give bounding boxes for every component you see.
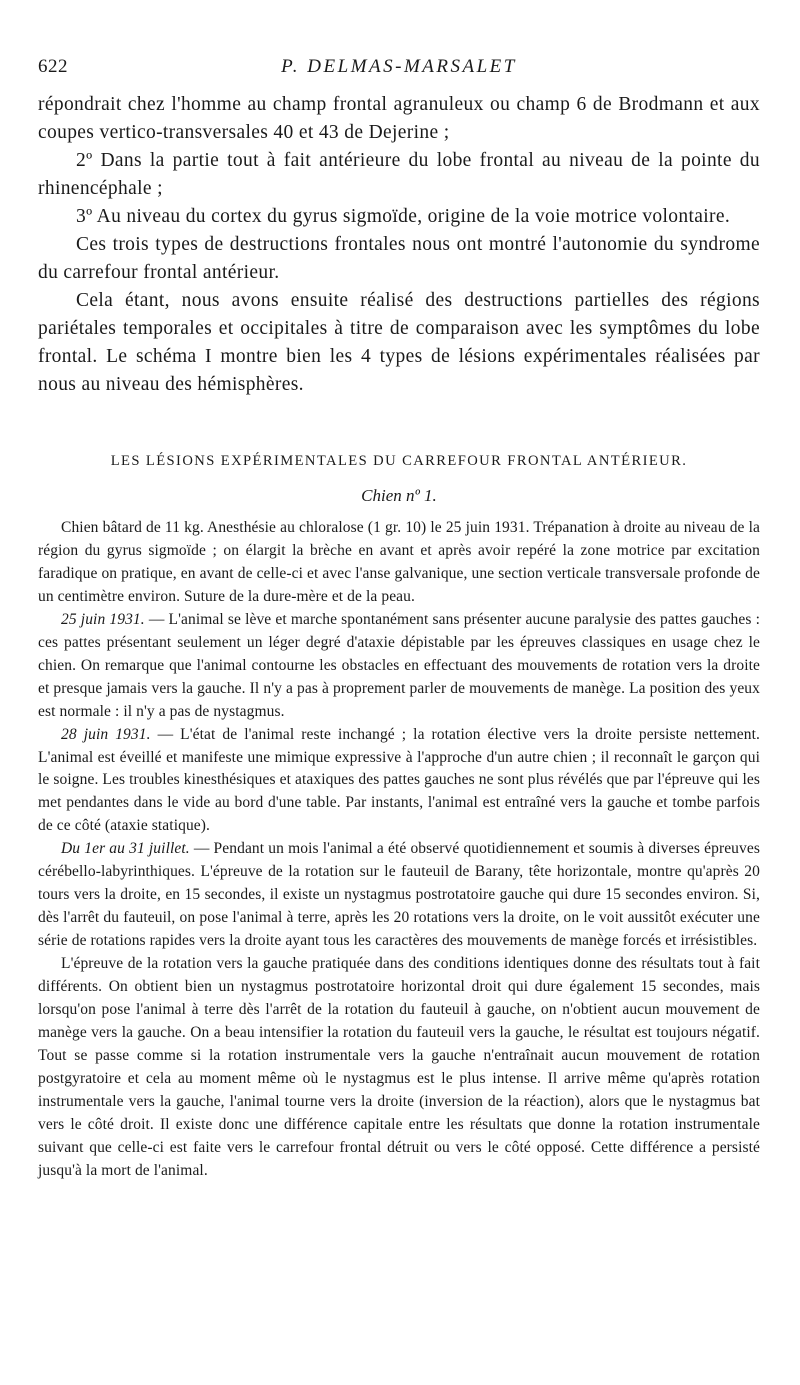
case-subheading: Chien nº 1. [361, 486, 437, 505]
case-text: — Pendant un mois l'animal a été observé quotidiennement et soumis à diverses épreuves cérébello-labyrinthiques. L'épreuve de la rotation sur le fauteuil de Barany, tête horizontale, montre qu'après 20 tours vers la droite, en 15 secondes, il existe un nystagmus postrotatoire gauche qui dure 15 secondes environ. Si, dès l'arrêt du fauteuil, on pose l'animal à terre, après les 20 rotations vers la droite, on le voit aussitôt exécuter une série de rotations rapides vers la droite ayant tous les caractères des mouvements de manège forcés et irrésistibles. [38, 840, 760, 950]
intro-paragraph: 3º Au niveau du cortex du gyrus sigmoïde, origine de la voie motrice volontaire. [76, 206, 731, 227]
case-paragraph [38, 609, 760, 724]
running-head: P. DELMAS-MARSALET [281, 56, 517, 77]
intro-paragraph: 2º Dans la partie tout à fait antérieure du lobe frontal au niveau de la pointe du rhinencéphale ; [38, 150, 760, 199]
case-paragraph [38, 838, 760, 953]
section-heading: LES LÉSIONS EXPÉRIMENTALES DU CARREFOUR FRONTAL ANTÉRIEUR. [110, 453, 688, 469]
case-date: 28 juin 1931. [61, 725, 151, 743]
intro-paragraph: répondrait chez l'homme au champ frontal agranuleux ou champ 6 de Brodmann et aux coupes vertico-transversales 40 et 43 de Dejerine ; [38, 94, 760, 143]
case-text: — L'état de l'animal reste inchangé ; la rotation élective vers la droite persiste nettement. L'animal est éveillé et manifeste une mimique expressive à l'approche d'un autre chien ; il reconnaît le garçon qui le soigne. Les troubles kinesthésiques et ataxiques des pattes gauches ne sont plus révélés que par l'épreuve qui les met pendantes dans le vide au bord d'une table. Par instants, l'animal est entraîné vers la gauche et tombe parfois de ce côté (ataxie statique). [38, 725, 760, 835]
case-date: Du 1er au 31 juillet. [61, 840, 190, 858]
case-text: L'épreuve de la rotation vers la gauche pratiquée dans des conditions identiques donne des résultats tout à fait différents. On obtient bien un nystagmus postrotatoire horizontal droit qui dure également 15 secondes, mais lorsqu'on pose l'animal à terre dès l'arrêt de la rotation du fauteuil à gauche, on n'obtient aucun mouvement de manège vers la gauche. On a beau intensifier la rotation du fauteuil vers la gauche, le résultat est toujours négatif. Tout se passe comme si la rotation instrumentale vers la gauche n'entraînait aucun mouvement de rotation postgyratoire et cela au moment même où le nystagmus est le plus intense. Il arrive même qu'après rotation instrumentale vers la gauche, l'animal tourne vers la droite (inversion de la réaction), alors que le nystagmus bat vers le côté droit. Il existe donc une différence capitale entre les résultats que donne la rotation instrumentale suivant que celle-ci est faite vers le carrefour frontal détruit ou vers le côté opposé. Cette différence a persisté jusqu'à la mort de l'animal. [38, 955, 760, 1179]
case-text: Chien bâtard de 11 kg. Anesthésie au chloralose (1 gr. 10) le 25 juin 1931. Trépanation à droite au niveau de la région du gyrus sigmoïde ; on élargit la brèche en avant et après avoir repéré la zone motrice par excitation faradique on pratique, en avant de celle-ci et avec l'anse galvanique, une section verticale transversale profonde de un centimètre environ. Suture de la dure-mère et de la peau. [38, 519, 760, 605]
page-number: 622 [38, 56, 68, 77]
intro-paragraph: Ces trois types de destructions frontales nous ont montré l'autonomie du syndrome du carrefour frontal antérieur. [38, 234, 760, 283]
case-date: 25 juin 1931. [61, 610, 145, 628]
case-text: — L'animal se lève et marche spontanément sans présenter aucune paralysie des pattes gauches : ces pattes présentant seulement un léger degré d'ataxie dépistable par les épreuves classiques en usage chez le chien. On remarque que l'animal contourne les obstacles en effectuant des mouvements de rotation vers la droite et presque jamais vers la gauche. Il n'y a pas à proprement parler de mouvements de manège. La position des yeux est normale : il n'y a pas de nystagmus. [38, 610, 760, 720]
page-body [38, 91, 760, 1183]
intro-paragraph: Cela étant, nous avons ensuite réalisé des destructions partielles des régions pariétales temporales et occipitales à titre de comparaison avec les symptômes du lobe frontal. Le schéma I montre bien les 4 types de lésions expérimentales réalisées par nous au niveau des hémisphères. [38, 290, 760, 395]
case-paragraph [38, 953, 760, 1183]
case-paragraph [38, 517, 760, 609]
case-paragraph [38, 724, 760, 839]
page-header [38, 56, 760, 82]
